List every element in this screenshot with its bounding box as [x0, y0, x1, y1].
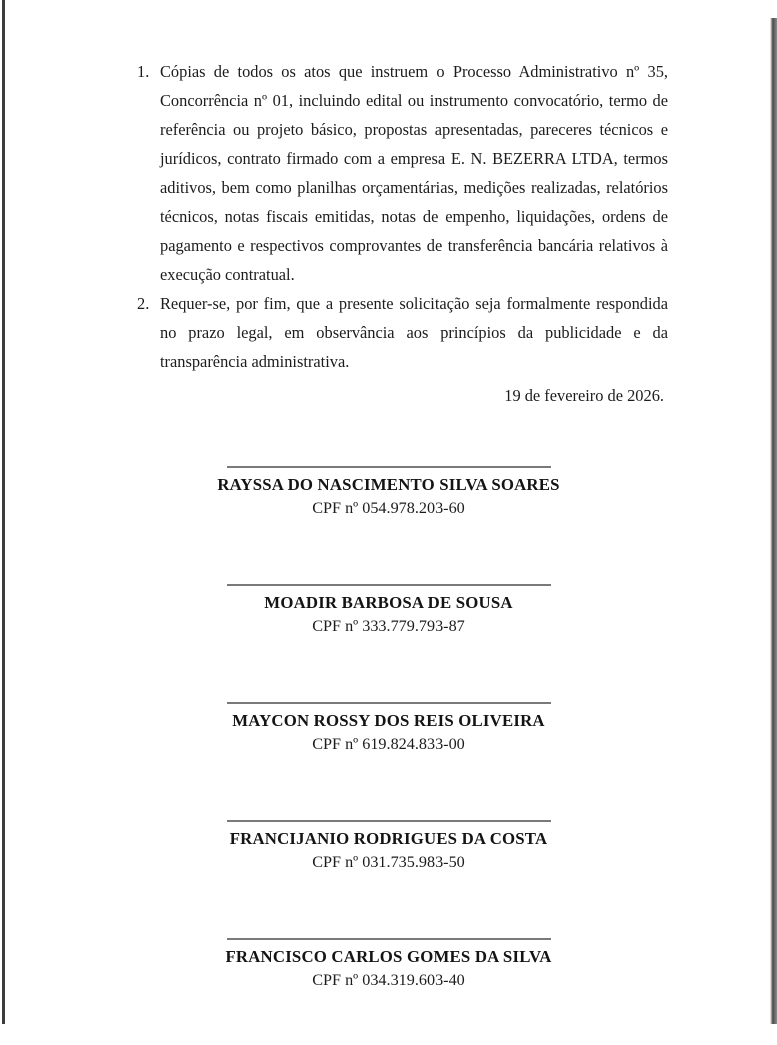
signature-block: [0, 573, 777, 638]
list-item-2-text: Requer-se, por fim, que a presente solicitação seja formalmente respondida no prazo legal, em observância aos princípios da publicidade e da transparência administrativa.: [160, 294, 668, 371]
signature-block: [0, 927, 777, 992]
signature-block: [0, 809, 777, 874]
signatory-cpf: CPF nº 333.779.793-87: [312, 617, 465, 635]
list-item-2: [137, 289, 668, 376]
signature-line: [227, 455, 551, 468]
list-item-2-number: 2.: [137, 294, 150, 313]
signature-line: [227, 927, 551, 940]
signatory-name: FRANCIJANIO RODRIGUES DA COSTA: [229, 829, 548, 848]
document-date: 19 de fevereiro de 2026.: [504, 386, 664, 405]
signatory-cpf: CPF nº 619.824.833-00: [312, 735, 465, 753]
signatory-cpf: CPF nº 031.735.983-50: [312, 853, 465, 871]
signatory-name: RAYSSA DO NASCIMENTO SILVA SOARES: [217, 475, 560, 494]
list-item-1: [137, 57, 668, 289]
signatory-cpf: CPF nº 054.978.203-60: [312, 499, 465, 517]
list-item-1-text: Cópias de todos os atos que instruem o Processo Administrativo nº 35, Concorrência nº 01, incluindo edital ou instrumento convocatório, termo de referência ou projeto básico, propostas apresentadas, pareceres técnicos e jurídicos, contrato firmado com a empresa E. N. BEZERRA LTDA, termos aditivos, bem como planilhas orçamentárias, medições realizadas, relatórios técnicos, notas fiscais emitidas, notas de empenho, liquidações, ordens de pagamento e respectivos comprovantes de transferência bancária relativos à execução contratual.: [160, 62, 668, 284]
signature-section: [0, 455, 777, 1045]
list-item-1-number: 1.: [137, 62, 150, 81]
signature-line: [227, 809, 551, 822]
signature-block: [0, 455, 777, 520]
signature-line: [227, 573, 551, 586]
signatory-name: MAYCON ROSSY DOS REIS OLIVEIRA: [232, 711, 545, 730]
request-items-list: [137, 57, 668, 376]
signatory-name: FRANCISCO CARLOS GOMES DA SILVA: [225, 947, 552, 966]
signatory-cpf: CPF nº 034.319.603-40: [312, 971, 465, 989]
signature-block: [0, 691, 777, 756]
signature-line: [227, 691, 551, 704]
signatory-name: MOADIR BARBOSA DE SOUSA: [264, 593, 513, 612]
